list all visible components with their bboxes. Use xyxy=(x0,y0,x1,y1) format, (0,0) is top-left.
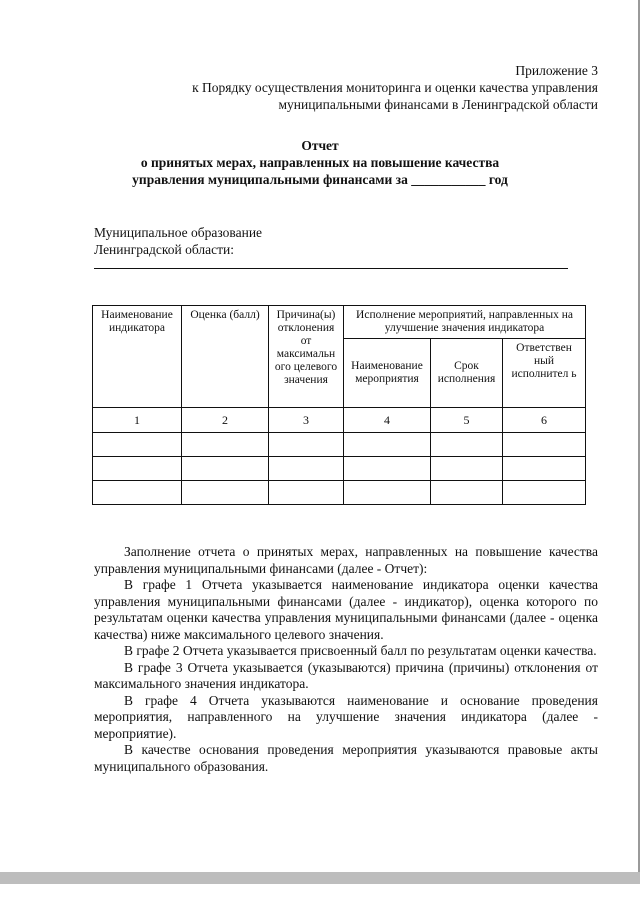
appendix-reference-line1: к Порядку осуществления мониторинга и оценки качества управления xyxy=(192,80,598,95)
table-cell xyxy=(269,457,344,481)
municipality-label xyxy=(94,224,262,258)
table-cell xyxy=(344,481,431,505)
municipality-label-line2: Ленинградской области: xyxy=(94,242,234,257)
table-cell xyxy=(344,433,431,457)
header-measures-group: Исполнение мероприятий, направленных на улучшение значения индикатора xyxy=(344,306,586,339)
table-cell xyxy=(182,481,269,505)
table-row xyxy=(93,457,586,481)
instructions-paragraph: В графе 2 Отчета указывается присвоенный балл по результатам оценки качества. xyxy=(124,643,597,658)
report-table xyxy=(92,305,586,505)
table-cell xyxy=(182,433,269,457)
table-cell xyxy=(93,481,182,505)
header-deadline: Срок исполнения xyxy=(431,339,503,408)
table-header-row xyxy=(93,306,586,339)
instructions-paragraph: В графе 1 Отчета указывается наименование индикатора оценки качества управления муниципальными финансами (далее - индикатор), оценка которого по результатам оценки качества управления муниципальными финансами (далее - оценка качества) ниже максимального целевого значения. xyxy=(94,577,598,642)
instructions-text xyxy=(94,544,598,775)
report-title-line3: управления муниципальными финансами за ___________ год xyxy=(132,172,508,187)
table-number-row xyxy=(93,408,586,433)
table-cell xyxy=(431,457,503,481)
appendix-header xyxy=(78,62,598,113)
table-cell xyxy=(431,433,503,457)
column-number: 2 xyxy=(182,408,269,433)
table-cell xyxy=(182,457,269,481)
report-title-line2: о принятых мерах, направленных на повышение качества xyxy=(140,155,500,170)
table-cell xyxy=(503,457,586,481)
municipality-fill-line xyxy=(94,268,568,269)
scan-edge-bottom xyxy=(0,872,640,884)
instructions-paragraph: В качестве основания проведения мероприятия указываются правовые акты муниципального образования. xyxy=(94,742,598,774)
table-cell xyxy=(269,481,344,505)
column-number: 1 xyxy=(93,408,182,433)
instructions-paragraph: В графе 4 Отчета указываются наименование и основание проведения мероприятия, направленного на улучшение значения индикатора (далее - мероприятие). xyxy=(94,692,598,741)
table-cell xyxy=(269,433,344,457)
table-cell xyxy=(344,457,431,481)
instructions-paragraph: Заполнение отчета о принятых мерах, направленных на повышение качества управления муниципальными финансами (далее - Отчет): xyxy=(94,544,598,576)
table-row xyxy=(93,433,586,457)
municipality-label-line1: Муниципальное образование xyxy=(94,225,263,240)
column-number: 4 xyxy=(344,408,431,433)
appendix-reference-line2: муниципальными финансами в Ленинградской области xyxy=(278,97,598,112)
header-indicator-name: Наименование индикатора xyxy=(93,306,182,408)
column-number: 5 xyxy=(431,408,503,433)
header-deviation-reason: Причина(ы) отклонения от максимальн ого целевого значения xyxy=(269,306,344,408)
table-cell xyxy=(431,481,503,505)
header-responsible: Ответствен ный исполнител ь xyxy=(503,339,586,408)
report-title xyxy=(60,137,580,188)
table-cell xyxy=(503,481,586,505)
table-cell xyxy=(503,433,586,457)
appendix-number: Приложение 3 xyxy=(515,63,598,78)
header-measure-name: Наименование мероприятия xyxy=(344,339,431,408)
table-row xyxy=(93,481,586,505)
instructions-paragraph: В графе 3 Отчета указывается (указываются) причина (причины) отклонения от максимального значения индикатора. xyxy=(94,659,598,691)
column-number: 6 xyxy=(503,408,586,433)
header-score: Оценка (балл) xyxy=(182,306,269,408)
table-cell xyxy=(93,433,182,457)
table-cell xyxy=(93,457,182,481)
report-title-word: Отчет xyxy=(301,138,339,153)
column-number: 3 xyxy=(269,408,344,433)
